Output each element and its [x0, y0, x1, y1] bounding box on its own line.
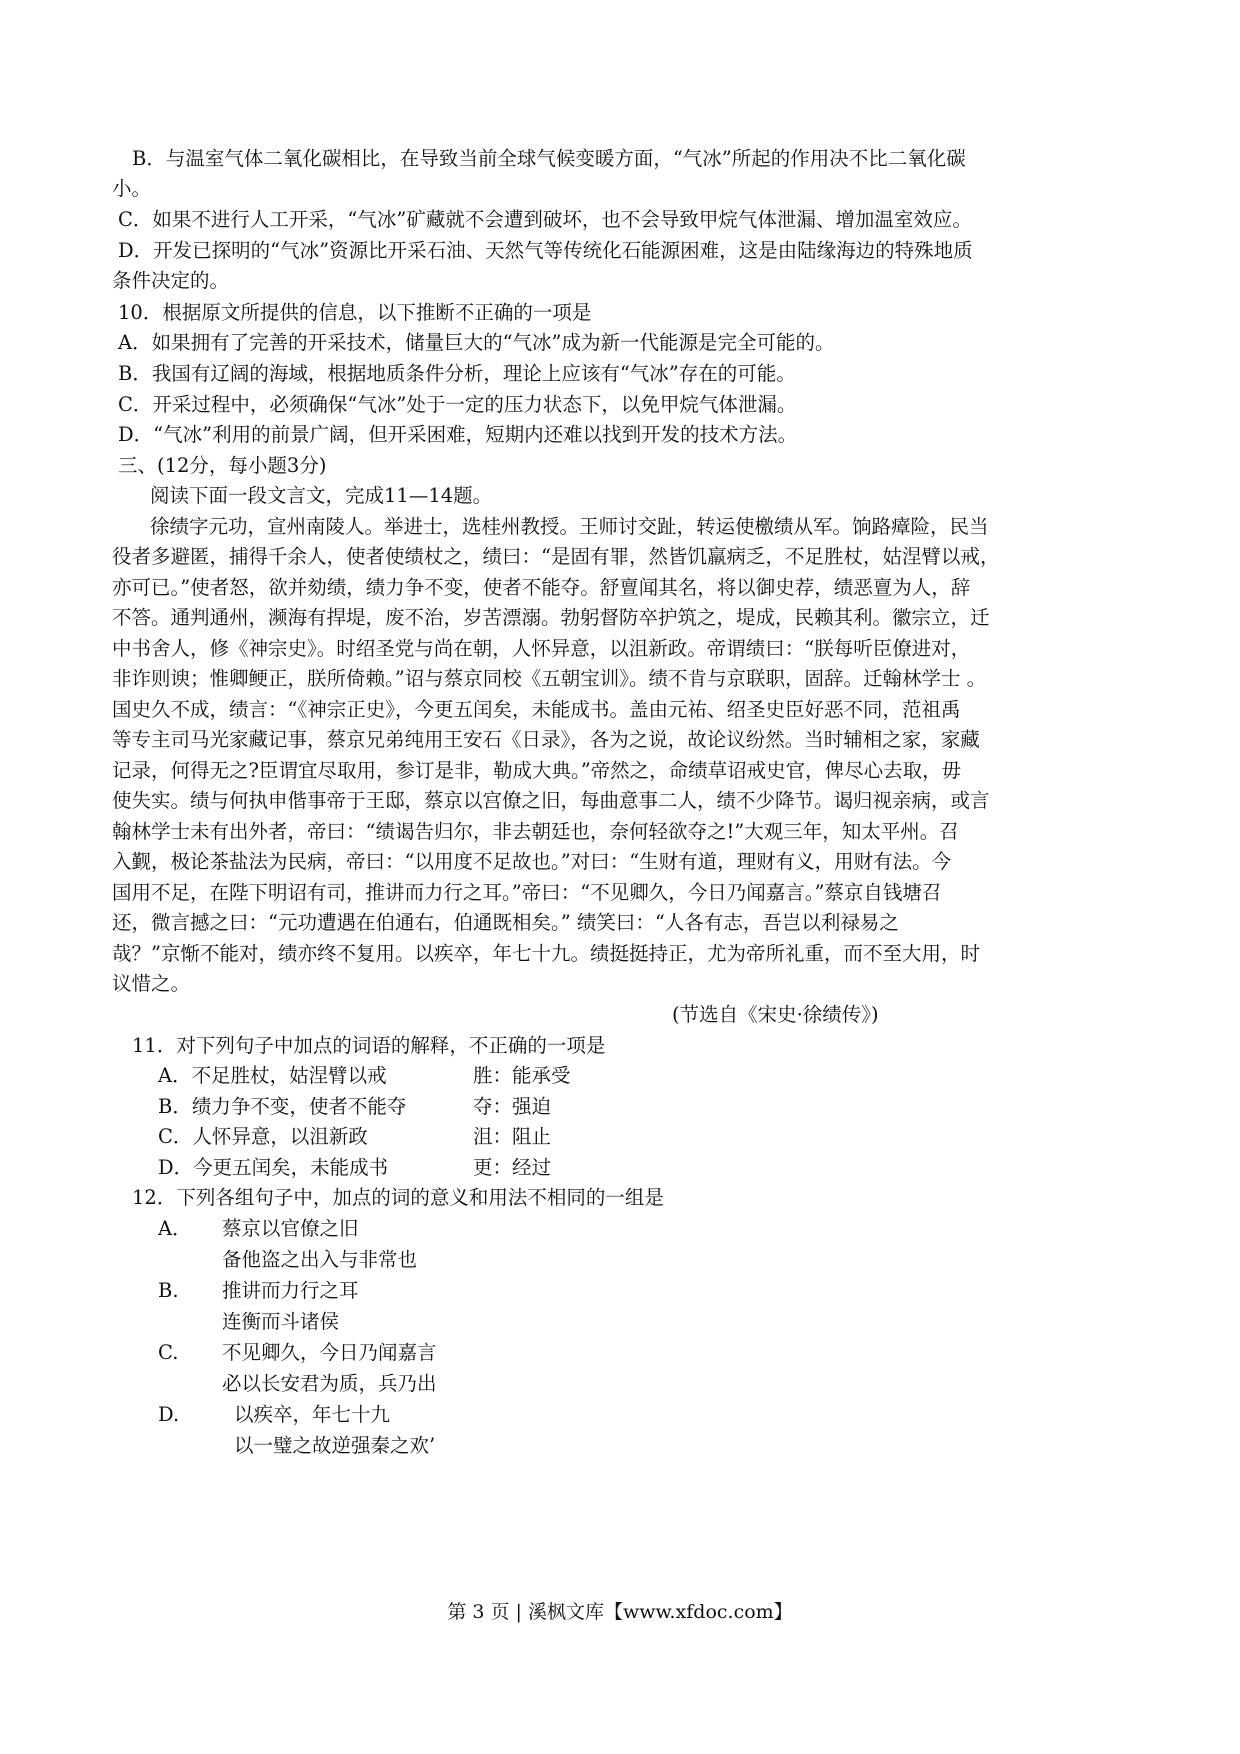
- q12-option-letter: A．: [158, 1217, 192, 1240]
- passage-line: 国史久不成，绩言：“《神宗正史》，今更五闰矣，未能成书。盖由元祐、绍圣史臣好恶不同，范祖禹: [112, 698, 961, 721]
- q11-option: [158, 1153, 1058, 1183]
- passage-line: 亦可已。”使者怒，欲并劾绩，绩力争不变，使者不能夺。舒亶闻其名，将以御史荐，绩恶亶为人，辞: [112, 576, 971, 599]
- passage-line: 非诈则谀；惟卿鲠正，朕所倚赖。”诏与蔡京同校《五朝宝训》。绩不肯与京联职，固辞。迁翰林学士 。: [112, 667, 987, 690]
- q11-option: [158, 1122, 1058, 1152]
- q12-option-sentence2: 以一璧之故逆强秦之欢’: [234, 1434, 436, 1457]
- passage-line: 记录，何得无之?臣谓宜尽取用，参订是非，勒成大典。”帝然之，命绩草诏戒史官，俾尽心去取，毋: [112, 759, 962, 782]
- passage-line: 役者多避匿，捕得千余人，使者使绩杖之，绩曰：“是固有罪，然皆饥羸病乏，不足胜杖，姑涅臂以戒，: [112, 545, 1000, 568]
- q12-option-sentence1: 不见卿久，今日乃闻嘉言: [222, 1341, 437, 1364]
- q12-option-sentence1: 推讲而力行之耳: [222, 1279, 359, 1302]
- q11-option: [158, 1061, 1058, 1091]
- passage-line: 入觐，极论茶盐法为民病，帝曰：“以用度不足故也。”对曰：“生财有道，理财有义，用财有法。今: [112, 850, 952, 873]
- passage-line: 使失实。绩与何执申偕事帝于王邸，蔡京以宫僚之旧，每曲意事二人，绩不少降节。谒归视亲病，或言: [112, 789, 990, 812]
- q11-option-gloss: 沮：阻止: [473, 1125, 552, 1148]
- q10-option-d: D．“气冰”利用的前景广阔，但开采困难，短期内还难以找到开发的技术方法。: [118, 423, 798, 446]
- q12-option-sentence2: 连衡而斗诸侯: [222, 1310, 340, 1333]
- q9-option-b-line1: B．与温室气体二氧化碳相比，在导致当前全球气候变暖方面，“气冰”所起的作用决不比二氧化碳: [132, 147, 966, 170]
- q12-option-sentence2: 备他盗之出入与非常也: [222, 1248, 418, 1271]
- q10-stem: 10．根据原文所提供的信息，以下推断不正确的一项是: [118, 301, 592, 324]
- passage-line: 徐绩字元功，宣州南陵人。举进士，选桂州教授。王师讨交趾，转运使檄绩从军。饷路瘴险，民当: [150, 515, 989, 538]
- q11-option-gloss: 夺：强迫: [473, 1095, 552, 1118]
- q9-option-d-line2: 条件决定的。: [112, 269, 230, 292]
- page-footer: 第 3 页 | 溪枫文库【www.xfdoc.com】: [447, 1601, 793, 1623]
- q12-option-sentence1: 以疾卒，年七十九: [234, 1403, 391, 1426]
- q11-option-sentence: D．今更五闰矣，未能成书: [158, 1156, 389, 1179]
- passage-line: 中书舍人，修《神宗史》。时绍圣党与尚在朝，人怀异意，以沮新政。帝谓绩曰：“朕每听臣僚进对，: [112, 637, 971, 660]
- q11-option-sentence: A．不足胜杖，姑涅臂以戒: [158, 1064, 387, 1087]
- q12-option-sentence2: 必以长安君为质，兵乃出: [222, 1372, 437, 1395]
- q11-option-sentence: C．人怀异意，以沮新政: [158, 1125, 368, 1148]
- passage-source: (节选自《宋史·徐绩传》): [672, 1003, 879, 1026]
- passage-line: 哉？”京惭不能对，绩亦终不复用。以疾卒，年七十九。绩挺挺持正，尤为帝所礼重，而不至大用，时: [112, 942, 980, 965]
- q9-option-b-line2: 小。: [112, 177, 152, 200]
- q11-option-sentence: B．绩力争不变，使者不能夺: [158, 1095, 407, 1118]
- passage-line: 还，微言撼之曰：“元功遭遇在伯通右，伯通既相矣。” 绩笑曰：“人各有志，吾岂以利禄易之: [112, 911, 899, 934]
- q12-stem: 12．下列各组句子中，加点的词的意义和用法不相同的一组是: [132, 1186, 664, 1209]
- q10-option-a: A．如果拥有了完善的开采技术，储量巨大的“气冰”成为新一代能源是完全可能的。: [118, 331, 835, 354]
- q11-option-gloss: 胜：能承受: [473, 1064, 571, 1087]
- q12-option-sentence1: 蔡京以官僚之旧: [222, 1217, 359, 1240]
- q11-stem: 11．对下列句子中加点的词语的解释，不正确的一项是: [132, 1034, 606, 1057]
- section3-heading: 三、(12分，每小题3分): [118, 454, 327, 477]
- q12-option-letter: C.: [158, 1341, 179, 1364]
- q12-option-letter: B.: [158, 1279, 179, 1302]
- section3-instruction: 阅读下面一段文言文，完成11—14题。: [150, 484, 493, 507]
- passage-line: 议惜之。: [112, 972, 191, 995]
- q9-option-d-line1: D．开发已探明的“气冰”资源比开采石油、天然气等传统化石能源困难，这是由陆缘海边的特殊地质: [118, 239, 973, 262]
- passage-line: 不答。通判通州，濒海有捍堤，废不治，岁苦漂溺。勃躬督防卒护筑之，堤成，民赖其利。徽宗立，迁: [112, 606, 990, 629]
- q10-option-c: C．开采过程中，必须确保“气冰”处于一定的压力状态下，以免甲烷气体泄漏。: [118, 393, 797, 416]
- passage-line: 国用不足，在陛下明诏有司，推讲而力行之耳。”帝曰：“不见卿久，今日乃闻嘉言。”蔡京自钱塘召: [112, 881, 942, 904]
- passage-line: 等专主司马光家藏记事，蔡京兄弟纯用王安石《日录》，各为之说，故论议纷然。当时辅相之家，家藏: [112, 728, 980, 751]
- q12-option-letter: D.: [158, 1403, 180, 1426]
- q9-option-c: C．如果不进行人工开采，“气冰”矿藏就不会遭到破坏，也不会导致甲烷气体泄漏、增加温室效应。: [118, 208, 972, 231]
- passage-line: 翰林学士未有出外者，帝曰：“绩谒告归尔，非去朝廷也，奈何轻欲夺之!”大观三年，知太平州。召: [112, 820, 959, 843]
- q11-option: [158, 1092, 1058, 1122]
- q11-option-gloss: 更：经过: [473, 1156, 552, 1179]
- q10-option-b: B．我国有辽阔的海域，根据地质条件分析，理论上应该有“气冰”存在的可能。: [118, 362, 796, 385]
